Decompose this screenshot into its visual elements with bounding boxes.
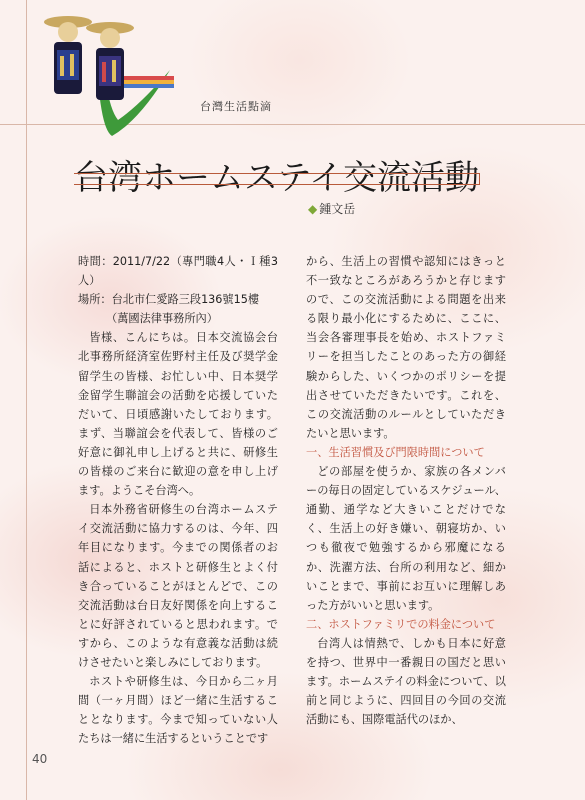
frame-line-left [26, 0, 27, 800]
section-heading: 一、生活習慣及び門限時間について [306, 445, 485, 459]
diamond-icon: ◆ [308, 202, 318, 216]
paragraph: 皆様、こんにちは。日本交流協会台北事務所経済室佐野村主任及び奨学金留学生の皆様、お忙しい中、日本奨学金留学生聯誼会の活動を応援していただいて、日頃感謝いたしております。まず、当聯誼会を代表して、皆様のご好意に御礼申し上げると共に、研修生の皆様のご来台に歓迎の意を申し上げます。ようこそ台湾へ。 [78, 331, 278, 498]
event-time: 時間：2011/7/22（專門職4人・Ｉ種3人） [78, 255, 278, 288]
paragraph: から、生活上の習慣や認知にはきっと不一致なところがあろうかと存じますので、この交流活動による問題を出来る限り最小化にするために、ここに、当会各審理事長を始め、ホストファミリーを担当したことのあった方の御経験からした、いくつかのポリシーを提出させていただきたいです。これを、この交流活動のルールとしていただきたいと思います。 [306, 255, 506, 440]
page-number: 40 [32, 752, 48, 766]
section-heading: 二、ホストファミリでの料金について [306, 617, 496, 631]
paragraph: ホストや研修生は、今日から二ヶ月間（一ヶ月間）ほど一緒に生活することとなります。今まで知っていない人たちは一緒に生活するということです [78, 675, 278, 746]
title-underline-bracket [74, 173, 480, 185]
section-label: 台灣生活點滴 [200, 100, 272, 113]
paragraph: 日本外務省研修生の台湾ホームステイ交流活動に協力するのは、今年、四年目になります。今までの関係者のお話によると、ホストと研修生とよく付き合っていることがほとんどで、この交流活動は台日友好関係を向上することに好評されていると思われます。ですから、このような有意義な活動は続けさせたいと楽しみにしております。 [78, 503, 278, 669]
author-name: 鍾文岳 [319, 202, 356, 216]
event-place: 場所：台北市仁愛路三段136號15樓 [78, 293, 260, 307]
left-column [78, 252, 278, 748]
paragraph: 台湾人は情熱で、しかも日本に好意を持つ、世界中一番親日の国だと思います。ホームステイの料金について、以前と同じように、四回目の今回の交流活動にも、国際電話代のほか、 [306, 636, 506, 727]
author-byline [308, 200, 355, 217]
right-column [306, 252, 506, 729]
event-place-note: （萬國法律事務所內） [106, 312, 218, 326]
article-title: 台湾ホームステイ交流活動 [74, 158, 479, 198]
paragraph: どの部屋を使うか、家族の各メンバーの毎日の固定しているスケジュール、通勤、通学など大きいことだけでなく、生活上の好き嫌い、朝寝坊か、いつも徹夜で勉強するから邪魔になるか、洗濯方法、台所の利用など、細かいことまで、事前にお互いに理解しあった方がいいと思います。 [306, 465, 506, 612]
twin-lantern-dolls-logo [40, 10, 180, 140]
